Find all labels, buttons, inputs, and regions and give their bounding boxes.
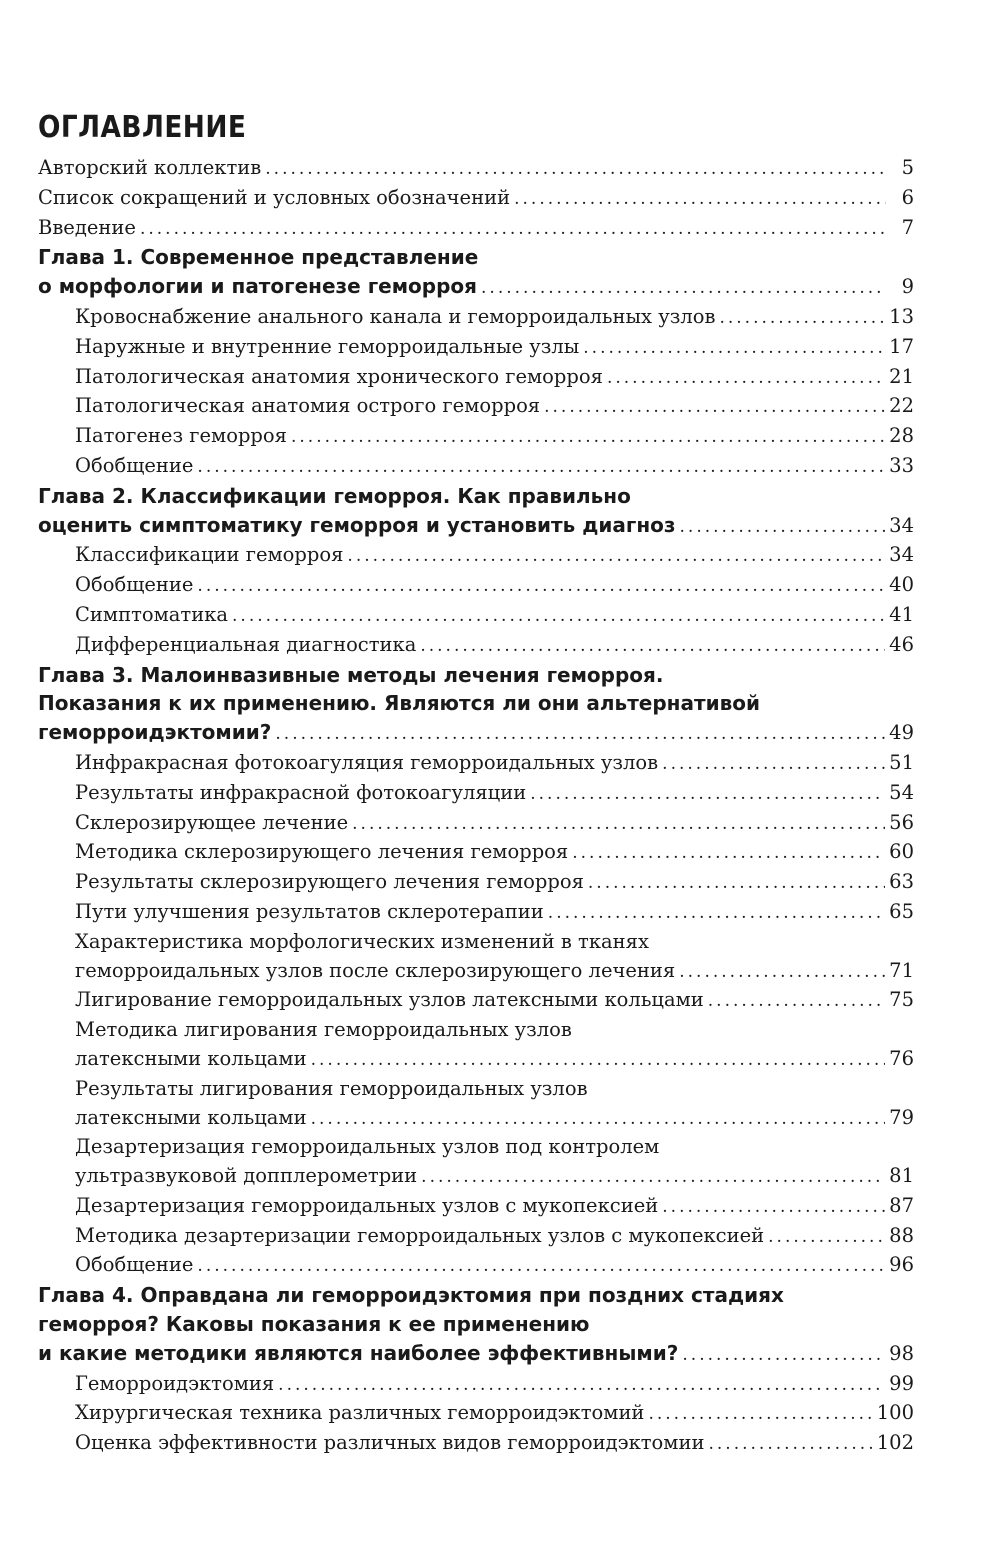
toc-entry-title-line: Результаты склерозирующего лечения геморроя xyxy=(75,870,584,894)
toc-entry-title-line: Оценка эффективности различных видов геморроидэктомии xyxy=(75,1431,705,1455)
toc-section-entry xyxy=(75,868,914,898)
toc-entry-title-line: Патологическая анатомия хронического геморроя xyxy=(75,364,603,388)
toc-page-number: 56 xyxy=(889,810,914,834)
toc-page-number: 65 xyxy=(889,899,914,923)
toc-chapter-entry xyxy=(38,1281,914,1369)
toc-entry-final-line xyxy=(75,571,914,601)
toc-section-entry xyxy=(75,363,914,393)
toc-entry-title-line: Инфракрасная фотокоагуляция геморроидальных узлов xyxy=(75,750,659,774)
toc-entry-final-line xyxy=(75,1222,914,1252)
toc-section-entry xyxy=(75,809,914,839)
toc-page-number: 71 xyxy=(889,958,914,982)
toc-page-number: 100 xyxy=(876,1401,914,1425)
toc-entry-title-line: Показания к их применению. Являются ли они альтернативой xyxy=(38,691,760,716)
toc-entry-final-line xyxy=(75,1399,914,1429)
toc-page-number: 33 xyxy=(889,453,914,477)
page-title: ОГЛАВЛЕНИЕ xyxy=(38,110,247,145)
toc-entry-title-line: Склерозирующее лечение xyxy=(75,810,349,834)
toc-section-entry xyxy=(75,571,914,601)
toc-entry-final-line xyxy=(75,392,914,422)
dot-leader xyxy=(140,215,886,244)
toc-entry-final-line xyxy=(75,838,914,868)
toc-entry-title-line: Обобщение xyxy=(75,1253,194,1277)
toc-entry-title-line: Глава 3. Малоинвазивные методы лечения геморроя. xyxy=(38,662,664,687)
toc-page-number: 102 xyxy=(876,1431,914,1455)
toc-entry-title-line: Наружные и внутренние геморроидальные узлы xyxy=(75,334,580,358)
toc-entry-title-line: Обобщение xyxy=(75,453,194,477)
toc-page-number: 60 xyxy=(889,840,914,864)
toc-section-entry xyxy=(75,1370,914,1400)
toc-entry-final-line xyxy=(75,333,914,363)
toc-page-number: 41 xyxy=(889,602,914,626)
dot-leader xyxy=(680,513,886,542)
toc-entry-title-line: Кровоснабжение анального канала и геморроидальных узлов xyxy=(75,304,716,328)
table-of-contents xyxy=(38,154,914,1459)
toc-entry xyxy=(38,154,914,184)
toc-entry-title-line: геморроидэктомии? xyxy=(38,720,272,745)
toc-entry-final-line xyxy=(75,452,914,482)
toc-entry-title-line: и какие методики являются наиболее эффективными? xyxy=(38,1340,679,1365)
toc-chapter-entry xyxy=(38,243,914,303)
toc-entry-final-line xyxy=(75,779,914,809)
dot-leader xyxy=(514,185,886,214)
toc-entry-title-line: Дифференциальная диагностика xyxy=(75,632,417,656)
toc-section-entry xyxy=(75,928,914,987)
toc-entry-final-line xyxy=(75,1429,914,1459)
toc-entry-title-line: Методика склерозирующего лечения геморроя xyxy=(75,840,569,864)
toc-entry-title-line: Авторский коллектив xyxy=(38,156,262,179)
toc-page-number: 6 xyxy=(901,185,914,209)
toc-entry-title-line: Список сокращений и условных обозначений xyxy=(38,185,511,209)
dot-leader xyxy=(719,304,885,333)
toc-chapter-entry xyxy=(38,661,914,749)
toc-page-number: 81 xyxy=(889,1164,914,1188)
dot-leader xyxy=(291,423,885,452)
toc-entry-title-line: Глава 4. Оправдана ли геморроидэктомия при поздних стадиях xyxy=(38,1283,784,1308)
toc-page-number: 34 xyxy=(889,513,914,537)
toc-entry-final-line xyxy=(75,1162,914,1192)
toc-entry-title-line: Обобщение xyxy=(75,573,194,597)
toc-entry-title-line: Патологическая анатомия острого геморроя xyxy=(75,394,541,418)
toc-entry-final-line xyxy=(75,986,914,1016)
toc-entry-final-line xyxy=(75,631,914,661)
toc-page-number: 49 xyxy=(889,721,914,745)
toc-entry-title-line: Пути улучшения результатов склеротерапии xyxy=(75,899,544,923)
toc-entry-final-line xyxy=(75,541,914,571)
toc-section-entry xyxy=(75,1429,914,1459)
dot-leader xyxy=(420,632,885,661)
toc-page-number: 46 xyxy=(889,632,914,656)
dot-leader xyxy=(588,869,885,898)
dot-leader xyxy=(530,780,885,809)
toc-entry-final-line xyxy=(75,363,914,393)
toc-page-number: 54 xyxy=(889,780,914,804)
toc-entry-final-line xyxy=(75,1045,914,1075)
toc-entry xyxy=(38,214,914,244)
toc-section-entry xyxy=(75,452,914,482)
toc-entry-title-line: Результаты лигирования геморроидальных узлов xyxy=(75,1076,588,1100)
toc-entry-final-line xyxy=(75,1192,914,1222)
toc-entry-title-line: Дезартеризация геморроидальных узлов под контролем xyxy=(75,1135,660,1159)
toc-section-entry xyxy=(75,392,914,422)
dot-leader xyxy=(197,572,885,601)
dot-leader xyxy=(662,750,885,779)
dot-leader xyxy=(708,987,885,1016)
toc-entry-title-line: Хирургическая техника различных геморроидэктомий xyxy=(75,1401,645,1425)
toc-page-number: 7 xyxy=(901,215,914,239)
toc-entry-title-line: Результаты инфракрасной фотокоагуляции xyxy=(75,780,527,804)
dot-leader xyxy=(679,958,885,987)
toc-chapter-entry xyxy=(38,482,914,542)
toc-section-entry xyxy=(75,1222,914,1252)
toc-entry-final-line xyxy=(38,511,914,542)
dot-leader xyxy=(682,1341,885,1370)
toc-section-entry xyxy=(75,749,914,779)
toc-section-entry xyxy=(75,1399,914,1429)
toc-page-number: 34 xyxy=(889,543,914,567)
toc-entry-title-line: геморроидальных узлов после склерозирующего лечения xyxy=(75,958,676,982)
toc-entry-final-line xyxy=(38,184,914,214)
toc-page-number: 76 xyxy=(889,1046,914,1070)
dot-leader xyxy=(662,1193,885,1222)
toc-entry-final-line xyxy=(75,868,914,898)
toc-entry-final-line xyxy=(38,214,914,244)
dot-leader xyxy=(197,1252,885,1281)
toc-entry-title-line: Симптоматика xyxy=(75,602,229,626)
toc-page-number: 21 xyxy=(889,364,914,388)
toc-entry-final-line xyxy=(38,718,914,749)
toc-page-number: 5 xyxy=(901,156,914,179)
toc-page-number: 17 xyxy=(889,334,914,358)
toc-page-number: 75 xyxy=(889,988,914,1012)
toc-page-number: 28 xyxy=(889,424,914,448)
dot-leader xyxy=(421,1163,885,1192)
toc-page-number: 13 xyxy=(889,304,914,328)
dot-leader xyxy=(352,810,885,839)
toc-entry-title-line: Глава 1. Современное представление xyxy=(38,245,479,270)
toc-entry-title-line: латексными кольцами xyxy=(75,1105,307,1129)
toc-section-entry xyxy=(75,303,914,333)
toc-entry-title-line: Введение xyxy=(38,215,136,239)
dot-leader xyxy=(648,1400,872,1429)
dot-leader xyxy=(768,1223,885,1252)
toc-entry-final-line xyxy=(75,601,914,631)
dot-leader xyxy=(232,602,885,631)
toc-section-entry xyxy=(75,898,914,928)
toc-page-number: 98 xyxy=(889,1341,914,1365)
dot-leader xyxy=(311,1046,886,1075)
toc-section-entry xyxy=(75,333,914,363)
toc-entry xyxy=(38,184,914,214)
toc-entry-title-line: Глава 2. Классификации геморроя. Как правильно xyxy=(38,483,631,508)
toc-section-entry xyxy=(75,1075,914,1134)
dot-leader xyxy=(708,1430,872,1459)
toc-entry-final-line xyxy=(75,1370,914,1400)
toc-entry-final-line xyxy=(38,272,914,303)
toc-section-entry xyxy=(75,779,914,809)
toc-section-entry xyxy=(75,631,914,661)
toc-entry-title-line: о морфологии и патогенезе геморроя xyxy=(38,274,478,299)
toc-entry-final-line xyxy=(75,749,914,779)
dot-leader xyxy=(607,364,885,393)
dot-leader xyxy=(265,155,886,184)
dot-leader xyxy=(548,899,885,928)
toc-entry-final-line xyxy=(38,154,914,184)
toc-section-entry xyxy=(75,1016,914,1075)
toc-entry-title-line: оценить симптоматику геморроя и установить диагноз xyxy=(38,512,676,537)
toc-section-entry xyxy=(75,1192,914,1222)
toc-page-number: 88 xyxy=(889,1223,914,1247)
toc-section-entry xyxy=(75,601,914,631)
toc-entry-title-line: Лигирование геморроидальных узлов латексными кольцами xyxy=(75,988,704,1012)
toc-section-entry xyxy=(75,838,914,868)
toc-entry-final-line xyxy=(75,1251,914,1281)
toc-entry-final-line xyxy=(75,898,914,928)
toc-entry-final-line xyxy=(75,957,914,987)
toc-section-entry xyxy=(75,1251,914,1281)
toc-entry-title-line: Характеристика морфологических изменений в тканях xyxy=(75,929,649,953)
toc-page-number: 40 xyxy=(889,573,914,597)
toc-entry-title-line: ультразвуковой допплерометрии xyxy=(75,1164,418,1188)
toc-entry-final-line xyxy=(75,809,914,839)
toc-entry-title-line: Геморроидэктомия xyxy=(75,1371,275,1395)
dot-leader xyxy=(481,274,886,303)
toc-page-number: 9 xyxy=(901,275,914,299)
toc-entry-title-line: Классификации геморроя xyxy=(75,543,344,567)
toc-entry-final-line xyxy=(75,303,914,333)
toc-page-number: 87 xyxy=(889,1193,914,1217)
toc-page-number: 96 xyxy=(889,1253,914,1277)
toc-section-entry xyxy=(75,1133,914,1192)
dot-leader xyxy=(311,1105,886,1134)
dot-leader xyxy=(583,334,885,363)
toc-page-number: 79 xyxy=(889,1105,914,1129)
dot-leader xyxy=(544,393,885,422)
toc-section-entry xyxy=(75,422,914,452)
toc-page-number: 22 xyxy=(889,394,914,418)
toc-page-number: 51 xyxy=(889,750,914,774)
dot-leader xyxy=(572,839,885,868)
toc-entry-title-line: латексными кольцами xyxy=(75,1046,307,1070)
toc-section-entry xyxy=(75,986,914,1016)
toc-entry-title-line: Методика дезартеризации геморроидальных узлов с мукопексией xyxy=(75,1223,765,1247)
toc-entry-title-line: Дезартеризация геморроидальных узлов с мукопексией xyxy=(75,1193,659,1217)
toc-entry-final-line xyxy=(75,422,914,452)
dot-leader xyxy=(347,542,885,571)
toc-entry-title-line: геморроя? Каковы показания к ее применению xyxy=(38,1312,590,1337)
toc-page-number: 99 xyxy=(889,1371,914,1395)
toc-entry-final-line xyxy=(75,1104,914,1134)
toc-entry-title-line: Патогенез геморроя xyxy=(75,424,287,448)
toc-entry-title-line: Методика лигирования геморроидальных узлов xyxy=(75,1018,572,1042)
dot-leader xyxy=(278,1371,885,1400)
toc-section-entry xyxy=(75,541,914,571)
dot-leader xyxy=(197,453,885,482)
dot-leader xyxy=(275,720,885,749)
toc-page-number: 63 xyxy=(889,870,914,894)
toc-entry-final-line xyxy=(38,1339,914,1370)
